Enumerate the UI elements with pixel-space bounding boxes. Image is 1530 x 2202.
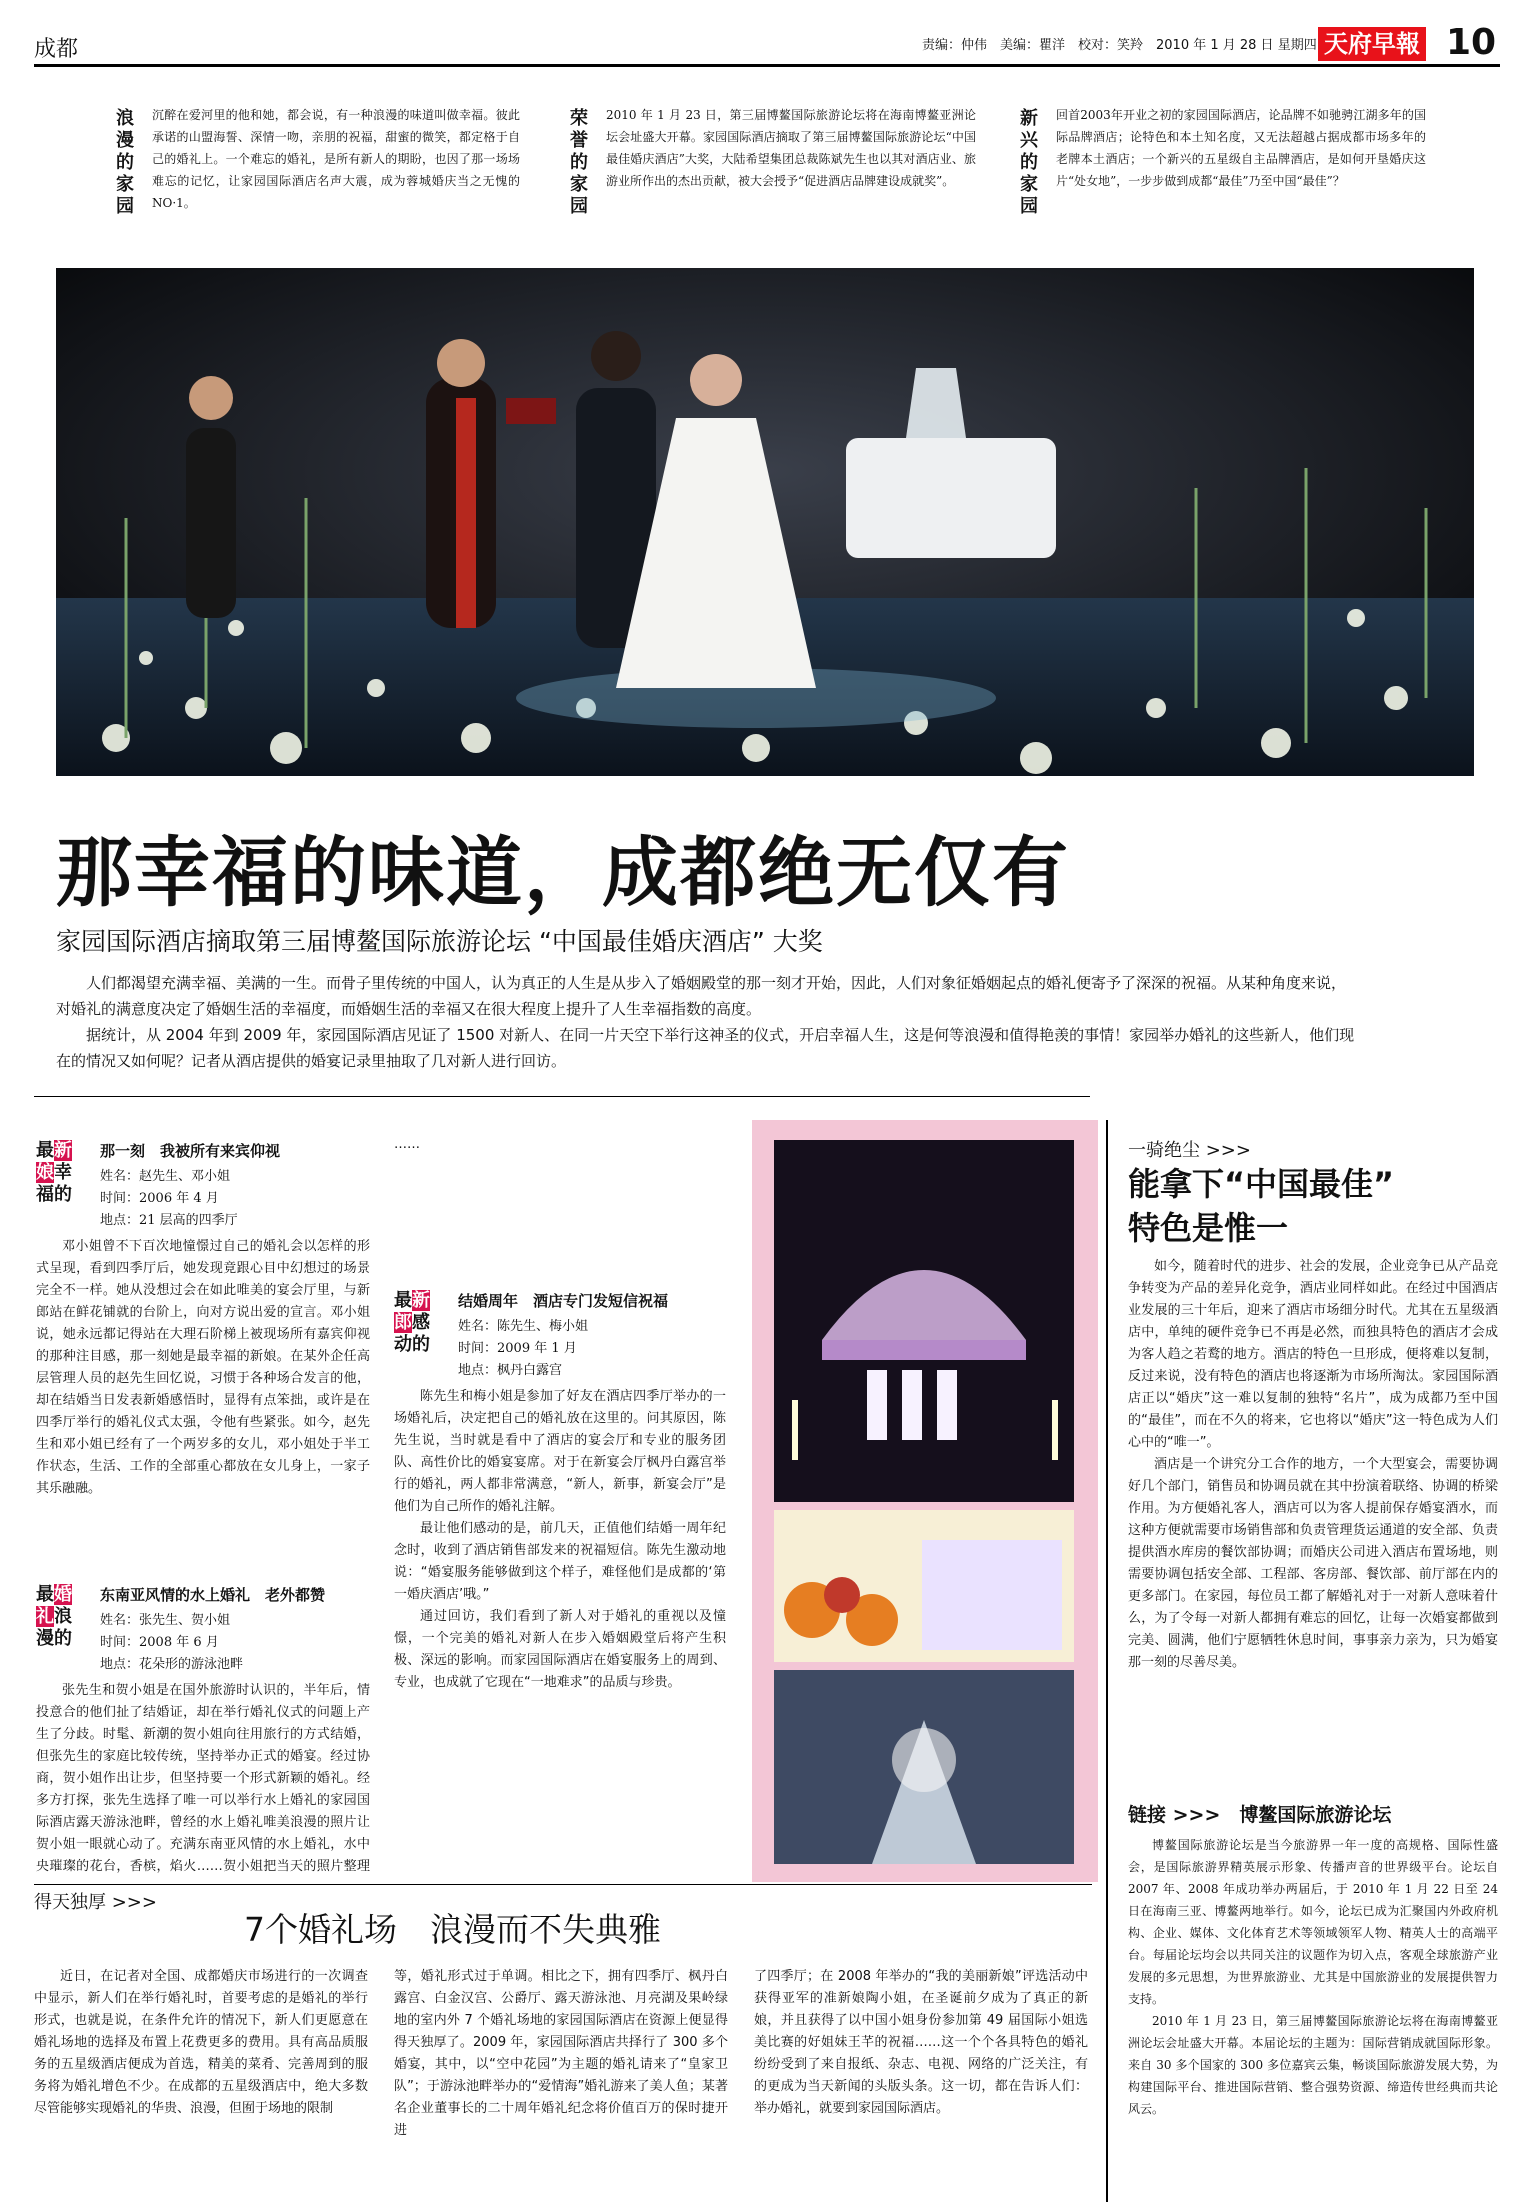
page-number: 10 [1446, 22, 1497, 63]
subheadline: 家园国际酒店摘取第三届博鳌国际旅游论坛 “中国最佳婚庆酒店” 大奖 [56, 927, 823, 956]
header-rule [34, 64, 1500, 67]
label-pre: 最 [394, 1290, 412, 1311]
link-p1: 博鳌国际旅游论坛是当今旅游界一年一度的高规格、国际性盛会，是国际旅游界精英展示形象、传播声音的世界级平台。论坛自 2007 年、2008 年成功举办两届后，于 2010 年 1 月 22 日至 24 日在海南三亚、博鳌两地举行。如今，论坛已成为汇聚国内外政府机构、企业、媒体、文化体育艺术等领域领军人物、精英人士的高端平台。每届论坛均会以共同关注的议题作为切入点，客观全球旅游产业发展的多元思想，为世界旅游业、尤其是中国旅游业的发展提供智力支持。 [1128, 1838, 1498, 2006]
wedding-ceremony-photo [56, 268, 1474, 776]
place: 地点：21 层高的四季厅 [100, 1213, 238, 1228]
story-title-2: 东南亚风情的水上婚礼 老外都赞 [100, 1586, 326, 1604]
time: 时间：2006 年 4 月 [100, 1191, 219, 1206]
story-body-2: 张先生和贺小姐是在国外旅游时认识的，半年后，情投意合的他们扯了结婚证，却在举行婚礼仪式的问题上产生了分歧。时髦、新潮的贺小姐向往用旅行的方式结婚，但张先生的家庭比较传统，坚持举办正式的婚宴。经过协商，贺小姐作出让步，但坚持要一个形式新颖的婚礼。经多方打探，张先生选择了唯一可以举行水上婚礼的家园国际酒店露天游泳池畔，曾经的水上婚礼唯美浪漫的照片让贺小姐一眼就心动了。充满东南亚风情的水上婚礼，水中央璀璨的花台，香槟，焰火……贺小姐把当天的照片整理 [36, 1683, 370, 1874]
story-meta-1 [100, 1166, 238, 1232]
sidebar-title-line-1: 能拿下“中国最佳” [1128, 1165, 1395, 1203]
time: 时间：2008 年 6 月 [100, 1635, 219, 1650]
label-post: 浪漫的 [36, 1606, 72, 1649]
story-3-p1: 陈先生和梅小姐是参加了好友在酒店四季厅举办的一场婚礼后，决定把自己的婚礼放在这里的。问其原因，陈先生说，当时就是看中了酒店的宴会厅和专业的服务团队、高性价比的婚宴宴席。对于在新宴会厅枫丹白露宫举行的婚礼，两人都非常满意，“新人，新事，新宴会厅”是他们为自己所作的婚礼注解。 [394, 1389, 726, 1514]
sidebar-title-line-2: 特色是惟一 [1128, 1209, 1289, 1247]
story-3-p3: 通过回访，我们看到了新人对于婚礼的重视以及憧憬，一个完美的婚礼对新人在步入婚姻殿堂后将产生积极、深远的影响。而家园国际酒店在婚宴服务上的周到、专业，也成就了它现在“一地难求”的品质与珍贵。 [394, 1609, 726, 1690]
story-label-1 [36, 1140, 78, 1206]
intro-title-1: 浪漫的家园 [116, 108, 134, 217]
label-mark: 婚礼 [36, 1584, 72, 1627]
photo-collage-frame [752, 1120, 1098, 1882]
label-pre: 最 [36, 1140, 54, 1161]
sidebar-title [1128, 1162, 1394, 1250]
bottom-col-1: 近日，在记者对全国、成都婚庆市场进行的一次调查中显示，新人们在举行婚礼时，首要考虑的是婚礼的举行形式，也就是说，在条件允许的情况下，新人们更愿意在婚礼场地的选择及布置上花费更多的费用。具有高品质服务的五星级酒店便成为首选，精美的菜肴、完善周到的服务将为婚礼增色不少。在成都的五星级酒店中，绝大多数尽管能够实现婚礼的华贵、浪漫，但囿于场地的限制 [34, 1969, 368, 2116]
bottom-title: 7个婚礼场 浪漫而不失典雅 [244, 1910, 661, 1949]
link-p2: 2010 年 1 月 23 日，第三届博鳌国际旅游论坛将在海南博鳌亚洲论坛会址盛大开幕。本届论坛的主题为：国际营销成就国际形象。来自 30 多个国家的 300 多位嘉宾云集，畅谈国际旅游发展大势，为构建国际平台、推进国际营销、整合强势资源、缔造传世经典而共论风云。 [1128, 2014, 1498, 2116]
newspaper-logo: 天府早報 [1318, 27, 1426, 61]
label-pre: 最 [36, 1584, 54, 1605]
story-meta-2 [100, 1610, 243, 1676]
intro-title-3: 新兴的家园 [1020, 108, 1038, 217]
bottom-kicker: 得天独厚 >>> [34, 1892, 157, 1913]
link-body [1128, 1834, 1498, 2120]
link-kicker: 链接 >>> [1128, 1804, 1221, 1826]
lead-paragraph-2: 据统计，从 2004 年到 2009 年，家园国际酒店见证了 1500 对新人、在同一片天空下举行这神圣的仪式，开启幸福人生，这是何等浪漫和值得艳羡的事情！家园举办婚礼的这些新人，他们现在的情况又如何呢？记者从酒店提供的婚宴记录里抽取了几对新人进行回访。 [56, 1026, 1355, 1070]
label-mark: 新郎 [394, 1290, 430, 1333]
link-heading [1128, 1800, 1391, 1827]
story-label-3 [394, 1290, 436, 1356]
sidebar-p1: 如今，随着时代的进步、社会的发展，企业竞争已从产品竞争转变为产品的差异化竞争，酒店业同样如此。在经过中国酒店业发展的三十年后，迎来了酒店市场细分时代。尤其在五星级酒店中，单纯的硬件竞争已不再是必然，而独具特色的酒店才会成为客人趋之若鹜的地方。酒店的特色一旦形成，便将难以复制，反过来说，没有特色的酒店也将逐渐为市场所淘汰。家园国际酒店正以“婚庆”这一难以复制的独特“名片”，成为成都乃至中国的“最佳”，而在不久的将来，它也将以“婚庆”这一特色成为人们心中的“唯一”。 [1128, 1259, 1498, 1450]
label-mark: 新娘 [36, 1140, 72, 1183]
sidebar-divider [1106, 1120, 1108, 2202]
sidebar-body [1128, 1256, 1498, 1674]
bottom-col-2: 等，婚礼形式过于单调。相比之下，拥有四季厅、枫丹白露宫、白金汉宫、公爵厅、露天游泳池、月亮湖及果岭绿地的室内外 7 个婚礼场地的家园国际酒店在资源上便显得得天独厚了。2009 年，家园国际酒店共择行了 300 多个婚宴，其中，以“空中花园”为主题的婚礼请来了“皇家卫队”；于游泳池畔举办的“爱情海”婚礼游来了美人鱼；某著名企业董事长的二十周年婚礼纪念将价值百万的保时捷开进 [394, 1969, 728, 2138]
names: 姓名：张先生、贺小姐 [100, 1613, 231, 1628]
sidebar-kicker: 一骑绝尘 >>> [1128, 1140, 1251, 1161]
intro-title-2: 荣誉的家园 [570, 108, 588, 217]
names: 姓名：陈先生、梅小姐 [458, 1319, 589, 1334]
credits-line: 责编：仲伟 美编：瞿洋 校对：笑羚 2010 年 1 月 28 日 星期四 [922, 38, 1317, 53]
intro-text-1: 沉醉在爱河里的他和她，都会说，有一种浪漫的味道叫做幸福。彼此承诺的山盟海誓、深情一吻，亲朋的祝福，甜蜜的微笑，都定格于自己的婚礼上。一个难忘的婚礼，是所有新人的期盼，也因了那一场场难忘的记忆，让家园国际酒店名声大震，成为蓉城婚庆当之无愧的NO·1。 [152, 108, 520, 210]
lead-paragraphs [56, 970, 1356, 1074]
bottom-divider [34, 1884, 1092, 1885]
story-meta-3 [458, 1316, 588, 1382]
names: 姓名：赵先生、邓小姐 [100, 1169, 231, 1184]
place: 地点：枫丹白露宫 [458, 1363, 563, 1378]
divider [34, 1096, 1090, 1097]
sidebar-p2: 酒店是一个讲究分工合作的地方，一个大型宴会，需要协调好几个部门，销售员和协调员就在其中扮演着联络、协调的桥梁作用。为方便婚礼客人，酒店可以为客人提前保存婚宴酒水，而这种方便就需要市场销售部和负责管理货运通道的安全部、负责提供酒水库房的餐饮部协调；而婚庆公司进入酒店布置场地，则需要协调包括安全部、工程部、客房部、餐饮部、前厅部在内的更多部门。在家园，每位员工都了解婚礼对于一对新人意味着什么，为了令每一对新人都拥有难忘的回忆，让每一次婚宴都做到完美、圆满，他们宁愿牺牲休息时间，事事亲力亲为，只为婚宴那一刻的尽善尽美。 [1128, 1457, 1498, 1670]
story-title-3: 结婚周年 酒店专门发短信祝福 [458, 1292, 669, 1310]
headline: 那幸福的味道，成都绝无仅有 [56, 828, 1070, 917]
intro-text-2: 2010 年 1 月 23 日，第三届博鳌国际旅游论坛将在海南博鳌亚洲论坛会址盛大开幕。家园国际酒店摘取了第三届博鳌国际旅游论坛“中国最佳婚庆酒店”大奖，大陆希望集团总裁陈斌先生也以其对酒店业、旅游业所作出的杰出贡献，被大会授予“促进酒店品牌建设成就奖”。 [606, 108, 976, 188]
story-body-3 [394, 1386, 726, 1694]
label-post: 感动的 [394, 1312, 430, 1355]
label-post: 幸福的 [36, 1162, 72, 1205]
story-body-1: 邓小姐曾不下百次地憧憬过自己的婚礼会以怎样的形式呈现，看到四季厅后，她发现竟跟心目中幻想过的场景完全不一样。她从没想过会在如此唯美的宴会厅里，与新郎站在鲜花铺就的台阶上，向对方说出爱的宣言。邓小姐说，她永远都记得站在大理石阶梯上被现场所有嘉宾仰视的那种注目感，那一刻她是最幸福的新娘。在某外企任高层管理人员的赵先生回忆说，习惯于各种场合发言的他，却在结婚当日发表新婚感悟时，显得有点笨拙，或许是在四季厅举行的婚礼仪式太强，令他有些紧张。如今，赵先生和邓小姐已经有了一个两岁多的女儿，邓小姐处于半工作状态，生活、工作的全部重心都放在女儿身上，一家子其乐融融。 [36, 1239, 370, 1496]
story-3-p2: 最让他们感动的是，前几天，正值他们结婚一周年纪念时，收到了酒店销售部发来的祝福短信。陈先生激动地说：“婚宴服务能够做到这个样子，难怪他们是成都的‘第一婚庆酒店’哦。” [394, 1521, 726, 1602]
time: 时间：2009 年 1 月 [458, 1341, 577, 1356]
story-body-2-continued: …… [394, 1137, 420, 1152]
intro-text-3: 回首2003年开业之初的家园国际酒店，论品牌不如驰骋江湖多年的国际品牌酒店；论特色和本土知名度，又无法超越占据成都市场多年的老牌本土酒店；一个新兴的五星级自主品牌酒店，是如何开垦婚庆这片“处女地”，一步步做到成都“最佳”乃至中国“最佳”？ [1056, 108, 1426, 188]
lead-paragraph-1: 人们都渴望充满幸福、美满的一生。而骨子里传统的中国人，认为真正的人生是从步入了婚姻殿堂的那一刻才开始，因此，人们对象征婚姻起点的婚礼便寄予了深深的祝福。从某种角度来说，对婚礼的满意度决定了婚姻生活的幸福度，而婚姻生活的幸福又在很大程度上提升了人生幸福指数的高度。 [56, 974, 1347, 1018]
place: 地点：花朵形的游泳池畔 [100, 1657, 244, 1672]
bottom-col-3: 了四季厅；在 2008 年举办的“我的美丽新娘”评选活动中获得亚军的准新娘陶小姐，在圣诞前夕成为了真正的新娘，并且获得了以中国小姐身份参加第 49 届国际小姐选美比赛的好姐妹王芊的祝福……这一个个各具特色的婚礼纷纷受到了来自报纸、杂志、电视、网络的广泛关注，有的更成为当天新闻的头版头条。这一切，都在告诉人们：举办婚礼，就要到家园国际酒店。 [754, 1969, 1088, 2116]
section-label: 成都 [34, 37, 79, 62]
story-title-1: 那一刻 我被所有来宾仰视 [100, 1142, 281, 1160]
link-title: 博鳌国际旅游论坛 [1239, 1804, 1392, 1826]
story-label-2 [36, 1584, 78, 1650]
